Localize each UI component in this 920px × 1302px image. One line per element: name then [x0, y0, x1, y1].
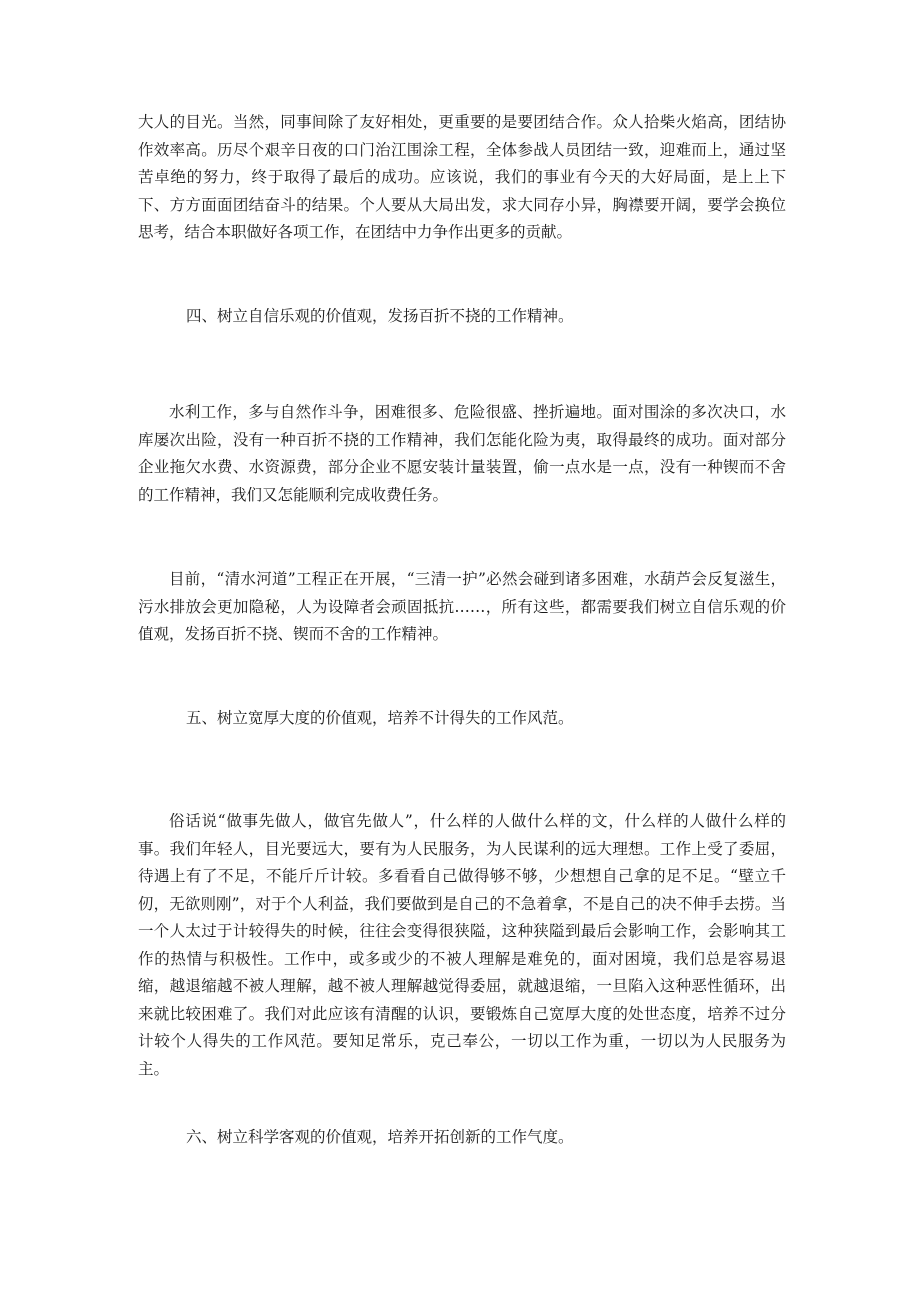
section-heading-5: 五、树立宽厚大度的价值观，培养不计得失的工作风范。 [186, 709, 574, 727]
section-heading-4: 四、树立自信乐观的价值观，发扬百折不挠的工作精神。 [186, 307, 574, 325]
paragraph-unity: 大人的目光。当然，同事间除了友好相处，更重要的是要团结合作。众人拾柴火焰高，团结协作效率高。历尽个艰辛日夜的口门治江围涂工程，全体参战人员团结一致，迎难而上，通过坚苦卓绝的努力，终于取得了最后的成功。应该说，我们的事业有今天的大好局面，是上上下下、方方面面团结奋斗的结果。个人要从大局出发，求大同存小异，胸襟要开阔，要学会换位思考，结合本职做好各项工作，在团结中力争作出更多的贡献。 [138, 113, 786, 241]
section-heading-6: 六、树立科学客观的价值观，培养开拓创新的工作气度。 [186, 1128, 574, 1146]
paragraph-generosity: 俗话说“做事先做人，做官先做人”，什么样的人做什么样的文，什么样的人做什么样的事。我们年轻人，目光要远大，要有为人民服务，为人民谋利的远大理想。工作上受了委屈，待遇上有了不足，不能斤斤计较。多看看自己做得够不够，少想想自己拿的足不足。“壁立千仞，无欲则刚”，对于个人利益，我们要做到是自己的不急着拿，不是自己的决不伸手去捞。当一个人太过于计较得失的时候，往往会变得很狭隘，这种狭隘到最后会影响工作，会影响其工作的热情与积极性。工作中，或多或少的不被人理解是难免的，面对困境，我们总是容易退缩，越退缩越不被人理解，越不被人理解越觉得委屈，就越退缩，一旦陷入这种恶性循环，出来就比较困难了。我们对此应该有清醒的认识，要锻炼自己宽厚大度的处世态度，培养不过分计较个人得失的工作风范。要知足常乐，克己奉公，一切以工作为重，一切以为人民服务为主。 [138, 812, 786, 1078]
paragraph-perseverance: 水利工作，多与自然作斗争，困难很多、危险很盛、挫折遍地。面对围涂的多次决口，水库屡次出险，没有一种百折不挠的工作精神，我们怎能化险为夷，取得最终的成功。面对部分企业拖欠水费、水资源费，部分企业不愿安装计量装置，偷一点水是一点，没有一种锲而不舍的工作精神，我们又怎能顺利完成收费任务。 [138, 403, 786, 504]
paragraph-clean-river: 目前，“清水河道”工程正在开展，“三清一护”必然会碰到诸多困难，水葫芦会反复滋生，污水排放会更加隐秘，人为设障者会顽固抵抗……，所有这些，都需要我们树立自信乐观的价值观，发扬百折不挠、锲而不舍的工作精神。 [138, 570, 786, 643]
